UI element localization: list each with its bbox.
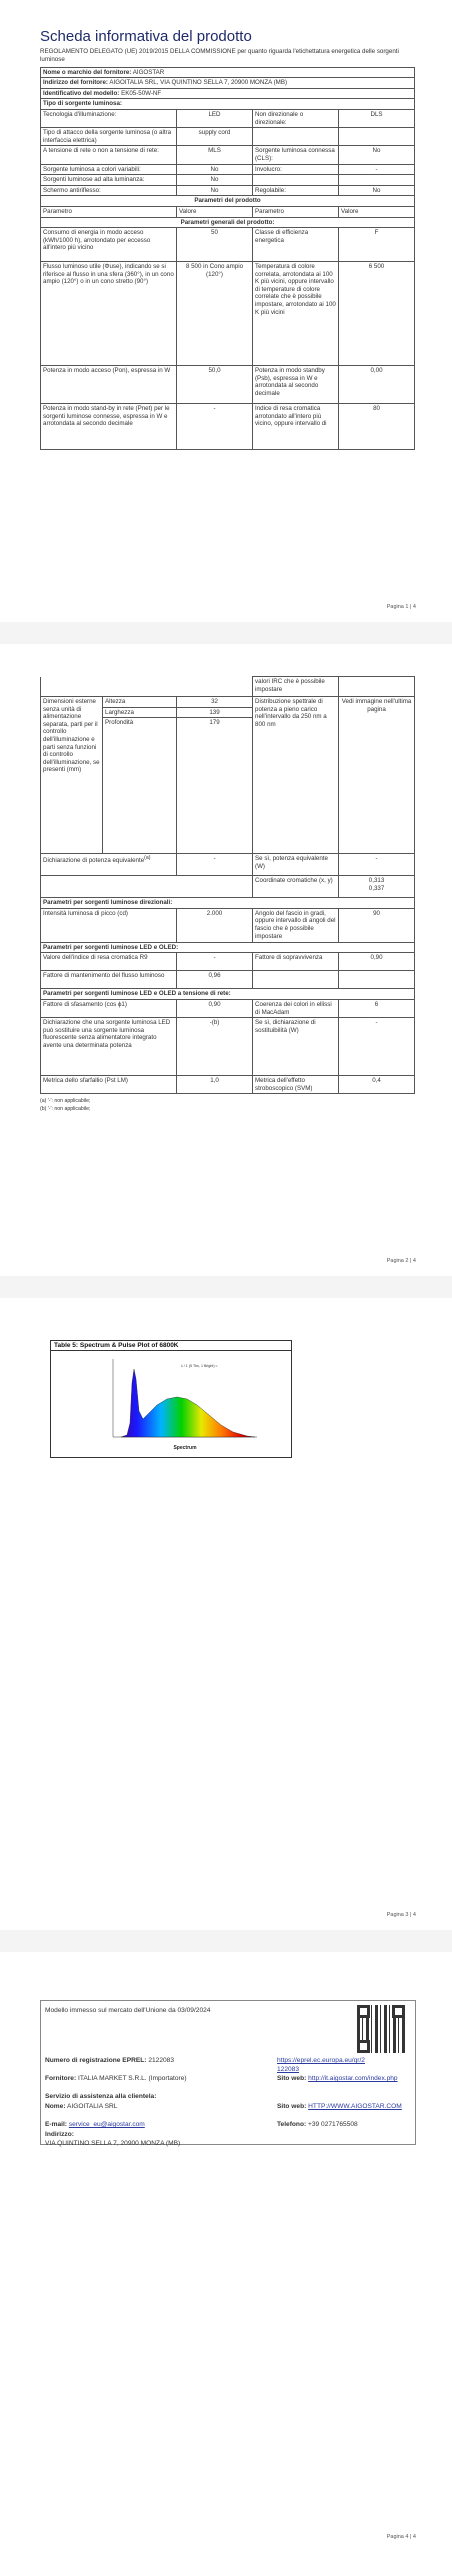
table-cell: Involucro: — [253, 164, 339, 175]
page-separator — [0, 622, 452, 644]
service-header: Servizio di assistenza alla clientela: — [45, 2093, 157, 2100]
table-cell: Tipo di attacco della sorgente luminosa (o altra interfaccia elettrica) — [41, 128, 177, 146]
table-cell: Sorgenti luminose ad alta luminanza: — [41, 175, 177, 186]
table-cell: 0,90 — [177, 999, 253, 1017]
table-cell: F — [339, 228, 415, 262]
table-cell: - — [177, 953, 253, 971]
page-separator — [0, 1930, 452, 1952]
table-cell: Se sì, potenza equivalente (W) — [253, 854, 339, 876]
table-cell: Altezza — [103, 697, 177, 708]
website-link[interactable]: http://it.aigostar.com/index.php — [308, 2075, 398, 2082]
table-cell: Fattore di mantenimento del flusso luminoso — [41, 971, 177, 989]
page-number: Pagina 4 | 4 — [386, 2534, 416, 2540]
table-cell: 6 — [339, 999, 415, 1017]
spectrum-figure — [50, 1340, 292, 1458]
table-cell: MLS — [177, 146, 253, 164]
table-cell: 90 — [339, 908, 415, 942]
table-cell: No — [177, 185, 253, 196]
table-cell: Flusso luminoso utile (Φuse), indicando se si riferisce al flusso in una sfera (360°), in un cono ampio (120°) o in un cono stretto (90°) — [41, 262, 177, 366]
section-header: Parametri per sorgenti luminose LED e OLED a tensione di rete: — [41, 989, 415, 1000]
table-cell: No — [177, 175, 253, 186]
table-cell: DLS — [339, 109, 415, 127]
dimensions-label: Dimensioni esterne senza unità di alimentazione separata, parti per il controllo dell'illuminazione e parti senza funzioni di controllo dell'illuminazione, se presenti (mm) — [41, 697, 103, 854]
eprel-link[interactable]: https://eprel.ec.europa.eu/qr/2122083 — [277, 2057, 365, 2073]
page-separator — [0, 1276, 452, 1298]
table-cell: - — [177, 854, 253, 876]
table-cell: Distribuzione spettrale di potenza a pieno carico nell'intervallo da 250 nm a 800 nm — [253, 697, 339, 854]
qr-code — [357, 2005, 405, 2053]
table-cell: Schermo antiriflesso: — [41, 185, 177, 196]
page-1 — [40, 28, 414, 450]
table-cell: 32 — [177, 697, 253, 708]
table-cell: - — [339, 854, 415, 876]
table-cell: No — [339, 185, 415, 196]
table-cell: Valore dell'indice di resa cromatica R9 — [41, 953, 177, 971]
chart-legend: λ / 1 (5 Ths, 1 Bright) = — [181, 1364, 218, 1368]
table-cell: -(b) — [177, 1018, 253, 1076]
service-name: Nome: AIGOITALIA SRL — [45, 2103, 118, 2110]
table-cell: Dichiarazione che una sorgente luminosa LED può sostituire una sorgente luminosa fluorescente senza alimentatore integrato avente una determinata potenza — [41, 1018, 177, 1076]
table-cell: Sorgente luminosa connessa (CLS): — [253, 146, 339, 164]
table-cell: Intensità luminosa di picco (cd) — [41, 908, 177, 942]
x-axis-label: Spectrum — [173, 1445, 197, 1451]
page-number: Pagina 3 | 4 — [386, 1912, 416, 1918]
table-cell: 50 — [177, 228, 253, 262]
table-cell: 0,4 — [339, 1076, 415, 1094]
table-cell: Temperatura di colore correlata, arrotondata ai 100 K più vicini, oppure intervallo di temperature di colore correlate che è possibile impostare, arrotondato ai 100 K più vicini — [253, 262, 339, 366]
table-cell: Indice di resa cromatica arrotondato all'intero più vicino, oppure intervallo di — [253, 404, 339, 450]
page-number: Pagina 2 | 4 — [386, 1258, 416, 1264]
table-cell: Non direzionale o direzionale: — [253, 109, 339, 127]
table-cell: supply cord — [177, 128, 253, 146]
regulation-text: REGOLAMENTO DELEGATO (UE) 2019/2015 DELLA COMMISSIONE per quanto riguarda l'etichettatura energetica delle sorgenti luminose — [40, 48, 399, 63]
table-cell: Vedi immagine nell'ultima pagina — [339, 697, 415, 854]
column-header: Valore — [339, 206, 415, 217]
table-cell: 139 — [177, 707, 253, 718]
table-cell: Regolabile: — [253, 185, 339, 196]
spectrum-curve — [121, 1369, 255, 1437]
table-cell: - — [177, 404, 253, 450]
general-params-header: Parametri generali del prodotto: — [41, 217, 415, 228]
table-cell — [339, 971, 415, 989]
table-cell: 179 — [177, 718, 253, 854]
table-cell: 8 500 in Cono ampio (120°) — [177, 262, 253, 366]
product-info-table-continued — [40, 676, 415, 1094]
product-params-header: Parametri del prodotto — [41, 196, 415, 207]
table-cell — [253, 175, 339, 186]
table-cell — [339, 175, 415, 186]
email-link[interactable]: service_eu@aigostar.com — [68, 2121, 145, 2128]
placed-on-market: Modello immesso sul mercato dell'Unione da 03/09/2024 — [45, 2007, 211, 2014]
table-cell: Potenza in modo stand-by in rete (Pnet) per le sorgenti luminose connesse, espressa in W e arrotondata al secondo decimale — [41, 404, 177, 450]
table-cell: Tecnologia d'illuminazione: — [41, 109, 177, 127]
table-cell — [41, 677, 253, 697]
service-website: Sito web: HTTP://WWW.AIGOSTAR.COM — [277, 2103, 402, 2110]
product-info-table — [40, 67, 415, 451]
column-header: Parametro — [41, 206, 177, 217]
website-line: Sito web: http://it.aigostar.com/index.php — [277, 2075, 398, 2082]
table-cell — [339, 677, 415, 697]
source-type-header: Tipo di sorgente luminosa: — [41, 99, 415, 110]
supplier-row: Nome o marchio del fornitore: AIGOSTAR — [41, 67, 415, 78]
figure-title: Table 5: Spectrum & Pulse Plot of 6800K — [51, 1341, 291, 1351]
table-cell: 0,96 — [177, 971, 253, 989]
table-cell: Sorgente luminosa a colori variabili: — [41, 164, 177, 175]
table-cell — [253, 971, 339, 989]
table-cell: A tensione di rete o non a tensione di rete: — [41, 146, 177, 164]
table-cell: 1,0 — [177, 1076, 253, 1094]
table-cell: 0,00 — [339, 366, 415, 404]
service-address: Indirizzo: VIA QUINTINO SELLA 7, 20900 MONZA (MB) — [45, 2131, 181, 2147]
table-cell: 50,0 — [177, 366, 253, 404]
table-cell: Se sì, dichiarazione di sostituibilità (W) — [253, 1018, 339, 1076]
table-cell: Consumo di energia in modo acceso (kWh/1000 h), arrotondato per eccesso all'intero più vicino — [41, 228, 177, 262]
service-phone: Telefono: +39 0271765508 — [277, 2121, 358, 2128]
footnote-a: (a) '-': non applicabile; — [40, 1098, 91, 1105]
table-cell: 80 — [339, 404, 415, 450]
table-cell — [41, 876, 253, 898]
table-cell: Potenza in modo standby (Psb), espressa in W e arrotondata al secondo decimale — [253, 366, 339, 404]
page-2 — [40, 676, 414, 1112]
section-header: Parametri per sorgenti luminose direzionali: — [41, 898, 415, 909]
table-cell: 0,313 0,337 — [339, 876, 415, 898]
table-cell: Potenza in modo acceso (Pon), espressa in W — [41, 366, 177, 404]
table-cell: Coerenza dei colori in ellissi di MacAdam — [253, 999, 339, 1017]
table-cell: Fattore di sfasamento (cos ϕ1) — [41, 999, 177, 1017]
table-cell: Classe di efficienza energetica — [253, 228, 339, 262]
table-cell: Coordinate cromatiche (x, y) — [253, 876, 339, 898]
table-cell: - — [339, 1018, 415, 1076]
address-row: Indirizzo del fornitore: AIGOITALIA SRL, VIA QUINTINO SELLA 7, 20900 MONZA (MB) — [41, 78, 415, 89]
table-cell: 2.000 — [177, 908, 253, 942]
table-cell: Angolo del fascio in gradi, oppure intervallo di angoli del fascio che è possibile impostare — [253, 908, 339, 942]
table-cell: LED — [177, 109, 253, 127]
model-row: Identificativo del modello: EK05-50W-NF — [41, 88, 415, 99]
table-cell: No — [177, 164, 253, 175]
table-cell: Larghezza — [103, 707, 177, 718]
table-cell: 6 500 — [339, 262, 415, 366]
table-cell — [253, 128, 339, 146]
page-number: Pagina 1 | 4 — [386, 604, 416, 610]
spectrum-chart — [51, 1353, 289, 1457]
column-header: Valore — [177, 206, 253, 217]
supplier-line: Fornitore: ITALIA MARKET S.R.L. (Importatore) — [45, 2075, 187, 2082]
table-cell: valori IRC che è possibile impostare — [253, 677, 339, 697]
table-cell: Dichiarazione di potenza equivalente$^{(a)}$ — [41, 854, 177, 876]
section-header: Parametri per sorgenti luminose LED e OLED: — [41, 942, 415, 953]
footnote-b: (b) '-': non applicabile; — [40, 1106, 91, 1113]
table-cell: Fattore di sopravvivenza — [253, 953, 339, 971]
table-cell — [339, 128, 415, 146]
service-email: E-mail: service_eu@aigostar.com — [45, 2121, 145, 2128]
table-cell: 0,90 — [339, 953, 415, 971]
table-cell: Profondità — [103, 718, 177, 854]
page-title: Scheda informativa del prodotto — [40, 28, 252, 45]
table-cell: Metrica dell'effetto stroboscopico (SVM) — [253, 1076, 339, 1094]
table-cell: - — [339, 164, 415, 175]
eprel-info-box — [40, 2000, 416, 2145]
service-website-link[interactable]: HTTP://WWW.AIGOSTAR.COM — [308, 2103, 402, 2110]
eprel-number: Numero di registrazione EPREL: 2122083 — [45, 2057, 175, 2064]
table-cell: No — [339, 146, 415, 164]
column-header: Parametro — [253, 206, 339, 217]
table-cell: Metrica dello sfarfallio (Pst LM) — [41, 1076, 177, 1094]
